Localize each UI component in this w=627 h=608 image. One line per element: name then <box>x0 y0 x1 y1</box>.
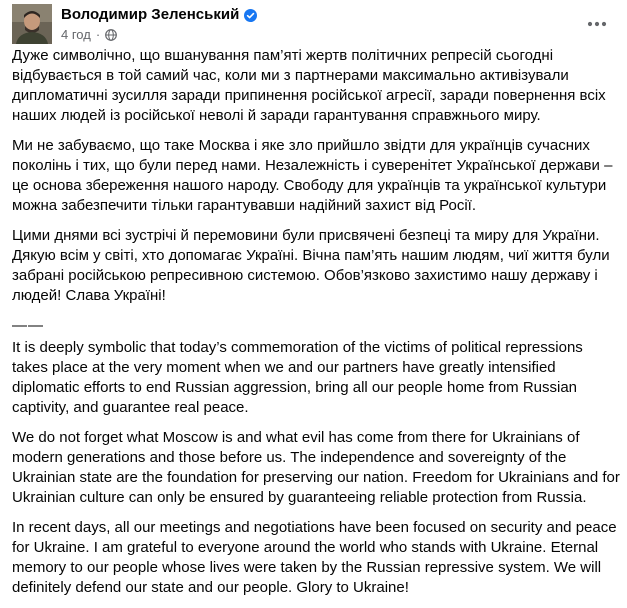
post-header <box>12 4 615 44</box>
post-meta <box>61 6 257 43</box>
author-avatar[interactable] <box>12 4 52 44</box>
separator-line: —— <box>12 317 44 334</box>
paragraph-en-1: It is deeply symbolic that today’s commemoration of the victims of political repressions takes place at the very moment when we and our partners have greatly intensified diplomatic efforts to end Russian aggression, bring all our people home from Russian captivity, and guarantee real peace. <box>12 339 583 416</box>
globe-icon[interactable] <box>105 29 117 41</box>
paragraph-en-2: We do not forget what Moscow is and what evil has come from there for Ukrainians of modern generations and those before us. The independence and sovereignty of the Ukrainian state are the foundation for preserving our nation. Freedom for Ukrainians and for Ukrainian culture can only be ensured by guaranteeing reliable protection from Russia. <box>12 429 620 506</box>
post-timestamp[interactable]: 4 год <box>61 27 91 42</box>
more-options-button[interactable] <box>583 12 611 36</box>
paragraph-uk-3: Цими днями всі зустрічі й перемовини були присвячені безпеці та миру для України. Дякую всім у світі, хто допомагає Україні. Вічна пам’ять нашим людям, чиї життя були забрані російською репресивною системою. Обов’язково захистимо нашу державу і людей! Слава Україні! <box>12 227 610 304</box>
paragraph-uk-1: Дуже символічно, що вшанування пам’яті жертв політичних репресій сьогодні відбувається в той самий час, коли ми з партнерами максимально активізували дипломатичні зусилля заради припинення російської агресії, заради повернення всіх наших людей із російської неволі й заради гарантування справжнього миру. <box>12 47 606 124</box>
post-subtitle <box>61 27 257 43</box>
author-name[interactable]: Володимир Зеленський <box>61 6 240 23</box>
paragraph-uk-2: Ми не забуваємо, що таке Москва і яке зло прийшло звідти для українців сучасних поколінь і тих, що були перед нами. Незалежність і суверенітет Української держави – це основа збереження нашого народу. Свободу для українців та української культури можна забезпечити тільки гарантувавши надійний захист від Росії. <box>12 137 613 214</box>
more-options-icon <box>587 21 607 27</box>
author-row <box>61 6 257 24</box>
separator-dot: · <box>95 27 101 42</box>
paragraph-en-3: In recent days, all our meetings and negotiations have been focused on security and peace for Ukraine. I am grateful to everyone around the world who stands with Ukraine. Eternal memory to our people whose lives were taken by the Russian repressive system. We will definitely defend our state and our people. Glory to Ukraine! <box>12 519 617 596</box>
verified-badge-icon <box>244 9 257 22</box>
post-body <box>12 46 620 608</box>
